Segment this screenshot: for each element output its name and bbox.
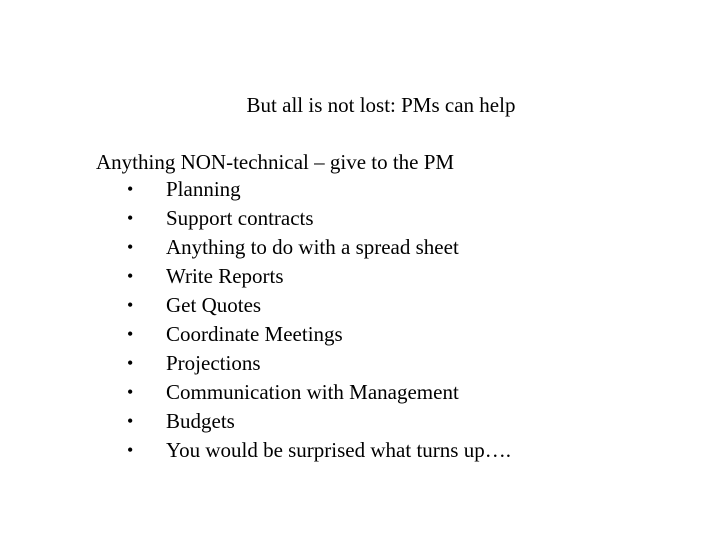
bullet-icon: • bbox=[127, 237, 134, 257]
bullet-icon: • bbox=[127, 266, 134, 286]
slide-title: But all is not lost: PMs can help bbox=[246, 93, 516, 117]
bullet-icon: • bbox=[127, 324, 134, 344]
bullet-text: Budgets bbox=[166, 409, 235, 433]
bullet-text: Get Quotes bbox=[166, 293, 262, 317]
bullet-icon: • bbox=[127, 411, 134, 431]
bullet-icon: • bbox=[127, 208, 134, 228]
bullet-icon: • bbox=[127, 382, 134, 402]
bullet-text: Support contracts bbox=[166, 206, 314, 230]
bullet-text: You would be surprised what turns up…. bbox=[166, 438, 511, 462]
bullet-icon: • bbox=[127, 295, 134, 315]
intro-line: Anything NON-technical – give to the PM bbox=[96, 150, 455, 174]
bullet-text: Projections bbox=[166, 351, 261, 375]
bullet-icon: • bbox=[127, 179, 134, 199]
bullet-icon: • bbox=[127, 353, 134, 373]
bullet-text: Write Reports bbox=[166, 264, 284, 288]
bullet-icon: • bbox=[127, 440, 134, 460]
bullet-text: Coordinate Meetings bbox=[166, 322, 343, 346]
bullet-text: Planning bbox=[166, 177, 241, 201]
bullet-text: Communication with Management bbox=[166, 380, 459, 404]
bullet-text: Anything to do with a spread sheet bbox=[166, 235, 459, 259]
